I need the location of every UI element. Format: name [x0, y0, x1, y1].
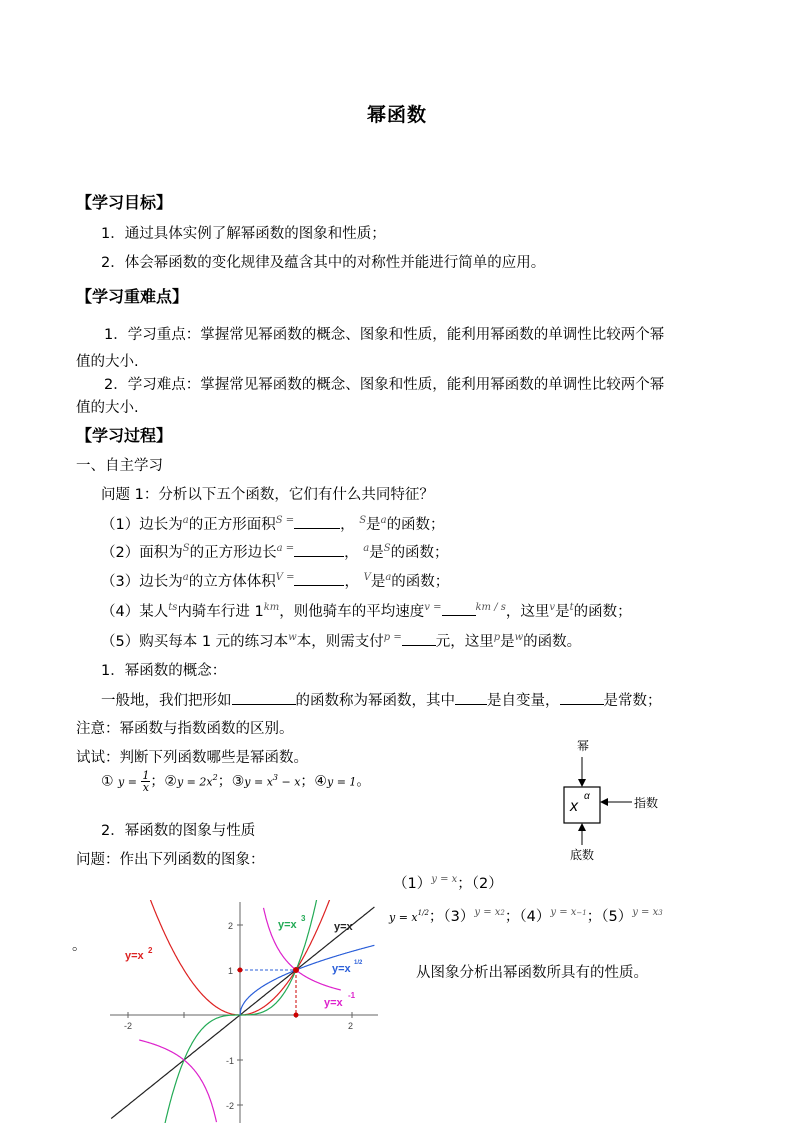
label-xinv-exp: -1	[348, 991, 356, 1000]
keypoint-1-line1: 1．学习重点：掌握常见幂函数的概念、图象和性质，能利用幂函数的单调性比较两个幂	[104, 327, 665, 343]
trailing-dot: 。	[72, 938, 87, 954]
concept-heading: 1．幂函数的概念：	[101, 663, 227, 679]
question-1: 问题 1：分析以下五个函数，它们有什么共同特征？	[101, 487, 434, 503]
goals-heading: 【学习目标】	[76, 193, 173, 212]
q4-line: （4）某人$^{ts}$内骑车行进 $1^{km}$，则他骑车的平均速度$^{v =}$ $^{km / s}$，这里$^v$是$^t$的函数；	[101, 602, 632, 620]
keypoint-2-line2: 值的大小.	[76, 400, 139, 416]
point-0-1	[238, 968, 243, 973]
q5-line: （5）购买每本 1 元的练习本$^w$本，则需支付$^{p =}$ 元，这里$^p$是$^w$的函数。	[101, 632, 582, 650]
curve-y-xhalf	[240, 945, 374, 1015]
power-function-graph	[100, 900, 390, 1123]
try-items: ① y = $\frac{1}{x}$；②y = $2x^2$；③y = $x^3 - x$；④y = 1。	[101, 769, 371, 794]
tick-label-y-m2: -2	[226, 1101, 235, 1111]
tick-label-x-neg2: -2	[124, 1021, 133, 1031]
label-x3-exp: 3	[301, 914, 306, 923]
label-x3: y=x	[278, 919, 297, 931]
keypoint-1-line2: 值的大小.	[76, 354, 139, 370]
arrowhead-exponent	[600, 798, 608, 806]
arrowhead-power	[578, 779, 586, 787]
label-base: 底数	[570, 848, 595, 862]
function-list-row2: $y = x^{1/2}$；$(3)^{y = x2}$；$(4)^{y = x-1}$；$(5)^{y = x3}$	[389, 907, 663, 925]
keypoint-2-line1: 2．学习难点：掌握常见幂函数的概念、图象和性质，能利用幂函数的单调性比较两个幂	[104, 377, 665, 393]
label-x2: y=x	[125, 950, 144, 962]
label-x: y=x	[334, 921, 353, 933]
label-exponent: 指数	[634, 796, 659, 810]
graph-heading: 2．幂函数的图象与性质	[101, 823, 256, 839]
point-1-0	[294, 1013, 299, 1018]
point-1-1	[293, 967, 299, 973]
expr-exp: α	[584, 791, 590, 802]
function-list-row1: $(1)^{y = x}$；（2）	[393, 874, 503, 892]
try-text: 试试：判断下列函数哪些是幂函数。	[76, 750, 308, 766]
power-diagram	[552, 735, 672, 865]
graph-question: 问题：作出下列函数的图象：	[76, 852, 265, 868]
goal-item-2: 2．体会幂函数的变化规律及蕴含其中的对称性并能进行简单的应用。	[101, 255, 546, 271]
page-title: 幂函数	[366, 104, 427, 126]
label-power: 幂	[577, 739, 590, 753]
tick-label-y-2: 2	[228, 921, 234, 931]
expr-base: x	[570, 798, 578, 815]
section-self-study: 一、自主学习	[76, 458, 163, 474]
arrowhead-base	[578, 823, 586, 831]
label-xhalf: y=x	[332, 963, 351, 975]
curve-y-xinv-neg	[139, 1040, 216, 1122]
analyze-text: 从图象分析出幂函数所具有的性质。	[416, 965, 648, 981]
process-heading: 【学习过程】	[76, 426, 173, 445]
q3-line: （3）边长为$^a$的立方体体积$^{V =}$ ， $^V$是$^a$的函数；	[101, 572, 450, 590]
note-text: 注意：幂函数与指数函数的区别。	[76, 721, 294, 737]
label-x2-exp: 2	[148, 946, 153, 955]
keypoints-heading: 【学习重难点】	[76, 287, 189, 306]
q1-line: （1）边长为$^a$的正方形面积$^{S =}$ ， $^S$是$^a$的函数；	[101, 515, 445, 533]
tick-label-y-1: 1	[228, 966, 234, 976]
q2-line: （2）面积为$^S$的正方形边长$^{a =}$ ， $^a$是$^S$的函数；	[101, 543, 449, 561]
tick-label-x-pos2: 2	[348, 1021, 354, 1031]
label-xinv: y=x	[324, 997, 343, 1009]
curve-y-x	[111, 907, 374, 1119]
goal-item-1: 1．通过具体实例了解幂函数的图象和性质；	[101, 226, 386, 242]
concept-definition: 一般地，我们把形如 的函数称为幂函数，其中 是自变量， 是常数；	[101, 689, 662, 710]
label-xhalf-exp: 1/2	[354, 960, 363, 966]
tick-label-y-m1: -1	[226, 1056, 235, 1066]
